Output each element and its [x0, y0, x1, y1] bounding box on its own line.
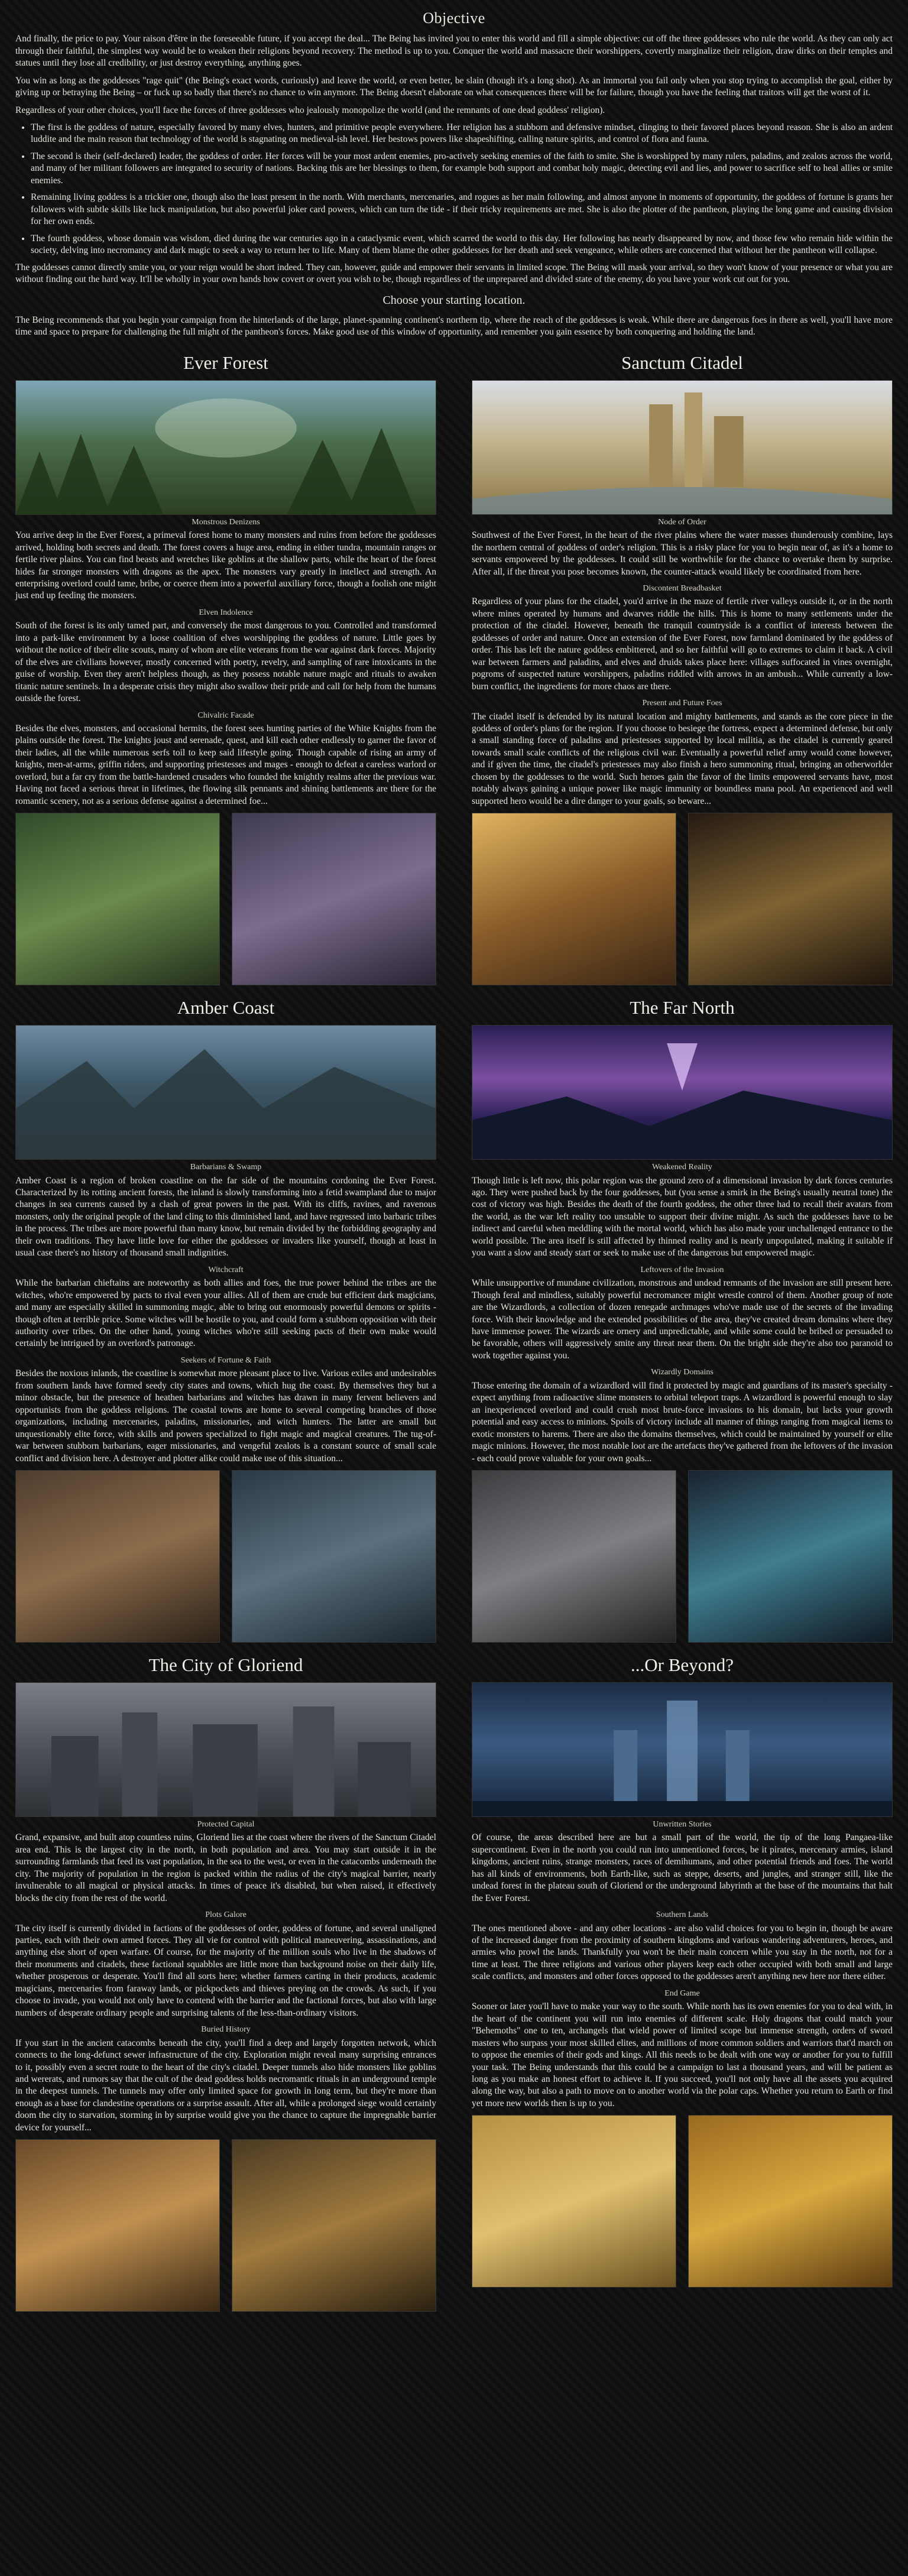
section-heading: Wizardly Domains	[651, 1368, 714, 1377]
objective-outro: The goddesses cannot directly smite you, or your reign would be short indeed. They can, however, guide and empower their servants in limited scope. The Being will mask your arrival, so they won't know of your presence or what you are without finding out the hard way. It'll be wholly in your own hands how covert or overt you wish to be, though regardless of the unprepared and divided state of the enemy, do you have your work cut out for you.	[15, 262, 893, 285]
section-heading: Unwritten Stories	[653, 1819, 712, 1829]
witch-hunter-image	[232, 1470, 436, 1643]
golden-knight-image	[688, 2115, 893, 2288]
section-heading: Elven Indolence	[199, 608, 253, 617]
section-heading: Seekers of Fortune & Faith	[180, 1355, 271, 1365]
section-text: Amber Coast is a region of broken coastline on the far side of the mountains cordoning the Ever Forest. Characterized by its rotting ancient forests, the inland is slowly transforming into a fetid swampland due to major changes in sea currents caused by a clash of great powers in the past. With its cliffs, ravines, and ravenous monsters, only the original people of the land cling to this diminished land, and have regressed into barbaric tribes in the process. The tribes are more powerful than many know, but remain divided by the forbidding geography and their own traditions. They have little love for either the goddesses or invaders like yourself, though at least in usual case there's no history of thousand small indignities.	[15, 1175, 436, 1258]
section-heading: Protected Capital	[197, 1819, 255, 1829]
citadel-banner-image	[472, 380, 893, 515]
angel-army-image	[472, 2115, 676, 2288]
location-title: Amber Coast	[177, 997, 275, 1018]
knight-image	[232, 813, 436, 985]
goddess-list	[15, 122, 893, 257]
priestess-image	[472, 813, 676, 985]
image-pair	[15, 813, 436, 985]
wizard-image	[688, 1470, 893, 1643]
location-row-3	[0, 1646, 908, 2315]
location-title: The City of Gloriend	[148, 1654, 303, 1675]
location-row-1	[0, 344, 908, 989]
location-or-beyond[interactable]	[472, 1646, 893, 2315]
image-pair	[472, 1470, 893, 1643]
location-title: ...Or Beyond?	[631, 1654, 734, 1675]
section-text: Grand, expansive, and built atop countless ruins, Gloriend lies at the coast where the rivers of the Sanctum Citadel area end. This is the largest city in the north, in both population and area. You may start outside it in the surrounding farmlands that feed its vast population, in the sea to the west, or even in the catacombs underneath the city. The majority of population in the region is packed within the radius of the city's magical barrier, nearly invulnerable to all magical or physical attacks. In times of peace it's disabled, but when raised, it effectively blocks the city from the rest of the world.	[15, 1832, 436, 1903]
section-text: The citadel itself is defended by its natural location and mighty battlements, and stands as the core piece in the goddess of order's plans for the region. If you choose to besiege the fortress, expect a determined defense, but only a small standing force of paladins and priestesses supported by local militia, as the citadel is currently geared towards small scale conflicts of the religious civil war. Eventually a powerful relief army would come however, and if given the time, the citadel's priestesses may also finish a hero summoning ritual, bringing an otherworlder chosen by the goddesses to the world. Such heroes gain the favor of the limits empowered servants have, most notably always gaining a unique power like magic immunity or boundless mana pool. An experienced and well supported hero would be a dire danger to your goals, so beware...	[472, 711, 893, 806]
location-city-of-gloriend[interactable]	[15, 1646, 436, 2315]
section-text: Southwest of the Ever Forest, in the heart of the river plains where the water masses thunderously combine, lays the northern central of goddess of order's religion. This is a risky place for you to begin near of, as it's a home to servants empowered by the goddesses. It could still be worthwhile for the chance to overtake them by surprise. After all, if the threat you pose becomes known, the counter-attack would likely be coordinated from here.	[472, 530, 893, 577]
wolf-beast-image	[472, 1470, 676, 1643]
goddess-wisdom: • The fourth goddess, whose domain was wisdom, died during the war centuries ago in a cataclysmic event, which scarred the world to this day. Her following has nearly disappeared by now, and those few who remain hide within the society, delving into necromancy and dark magic to seek a way to return her to life. Many of them blame the other goddesses for her death and seek vengeance, while others are concerned that without her the pantheon will collapse.	[31, 233, 893, 257]
location-row-2	[0, 989, 908, 1646]
beyond-banner-image	[472, 1682, 893, 1817]
location-far-north[interactable]	[472, 989, 893, 1646]
coast-banner-image	[15, 1025, 436, 1160]
section-text: Though little is left now, this polar region was the ground zero of a dimensional invasion by dark forces centuries ago. They were pushed back by the four goddesses, but (you sense a smirk in the Being's usually neutral tone) the cost of victory was high. Besides the death of the fourth goddess, the other three had to recall their avatars from the world, as the war left reality too unstable to support their divine might. As such the goddesses have to be indirect and careful when meddling with the mortal world, which has also made your unchallenged entrance to the world possible. The area itself is still affected by thinned reality and is nearly unpopulated, making it suitable if you want a slow and steady start or seek to make use of the dangerous but empowered magic.	[472, 1175, 893, 1258]
location-sanctum-citadel[interactable]	[472, 344, 893, 989]
section-text: Sooner or later you'll have to make your way to the south. While north has its own enemies for you to deal with, in the heart of the continent you will run into enemies of different scale. Holy dragons that could match your "Behemoths" one to ten, archangels that wield power of limited scope but immense strength, orders of sword masters who surpass your most skilled elites, and millions of more common soldiers and warriors that'd march on to oppose the enemies of their gods and kings. All this needs to be dealt with one way or another for you to fulfill your task. The Being understands that this could be a campaign to last a thousand years, and will be patient as long as you make an honest effort to achieve it. If you succeed, you'll not only have all the assets you acquired along the way, but also a path to move on to another world via the polar caps. Whether you return to Earth or find yet more new worlds then is up to you.	[472, 2001, 893, 2108]
location-title: The Far North	[630, 997, 735, 1018]
section-heading: Witchcraft	[208, 1265, 244, 1274]
goddess-fortune: • Remaining living goddess is a trickier one, though also the least present in the north. With merchants, mercenaries, and rogues as her main following, and almost anyone in moments of opportunity, the goddess of fortune is grants her followers with subtle skills like luck manipulation, but also powerful joker card powers, which can turn the tide - if their tricky requirements are met. She is also the plotter of the pantheon, playing the long game and causing division for her own ends.	[31, 192, 893, 228]
section-heading: Buried History	[201, 2025, 251, 2035]
location-amber-coast[interactable]	[15, 989, 436, 1646]
section-heading: Node of Order	[658, 517, 706, 527]
location-title: Sanctum Citadel	[621, 352, 743, 373]
section-text: While unsupportive of mundane civilization, monstrous and undead remnants of the invasion are still present here. Though feral and mindless, suitably powerful necromancer might wrestle control of them. Another group of note are the Wizardlords, a collection of dozen renegade archmages who've made use of the secrets of the invading force. With their knowledge and the extended possibilities of the area, they've created dream domains where they have immense power. The wizards are ornery and unpredictable, and while some could be bribed or persuaded to be favorable, others will aggressively smite any threat near them. On the bright side they're also too paranoid to work together against you.	[472, 1278, 893, 1361]
section-heading: Weakened Reality	[652, 1163, 712, 1172]
page-title: Objective	[423, 9, 485, 27]
section-heading: Chivalric Facade	[197, 710, 254, 720]
aurora-banner-image	[472, 1025, 893, 1160]
section-text: Those entering the domain of a wizardlord will find it protected by magic and guardians of its master's specialty - expect anything from radioactive slime monsters to orbital teleport traps. A wizardlord is powerful enough to slay an inexperienced overlord and could crush most brute-force invasions to his domain, but lacks your growth potential and easy access to minions. Spoils of victory include all manner of things ranging from magical items to exotic monsters to harems. There are also the domains themselves, which could be maintained by yourself or elite magic minions. However, the most notable loot are the artefacts they've gathered from the leftovers of the invasion - each could prove valuable for your own goals...	[472, 1380, 893, 1464]
section-heading: Plots Galore	[205, 1910, 247, 1920]
market-image	[15, 2139, 220, 2312]
image-pair	[472, 813, 893, 985]
section-heading: Discontent Breadbasket	[643, 583, 722, 593]
section-text: The city itself is currently divided in factions of the goddesses of order, goddess of fortune, and several unaligned parties, each with their own armed forces. They all vie for control with political maneuvering, assassinations, and anything else short of open warfare. Of course, for the majority of the million souls who live in the shadows of their monuments and citadels, these factional squabbles are little more than background noise on their daily life, whether prosperous or desperate. You'll find all sorts here; whether farmers carting in their products, academic magicians, mercenaries from faraway lands, or pickpockets and thieves preying on the crowds. As such, if you choose to invade, you would not only have to contend with the barrier and the factional forces, but also with large numbers of desperate ordinary people and surprising talents of the less-than-ordinary visitors.	[15, 1923, 436, 2018]
location-title: Ever Forest	[183, 352, 268, 373]
section-text: Besides the noxious inlands, the coastline is somewhat more pleasant place to live. Various exiles and undesirables from southern lands have formed seedy city states and towns, which hug the coast. By themselves they but a minor obstacle, but the presence of heathen barbarians and witches has drawn in many fervent believers and opportunists from the goddess religions. The coastal towns are home to several competing branches of those organizations, including mercenaries, paladins, missionaries, and witch hunters. The latter are small but unquestionably elite force, with skills and powers specialized to fight magic and magical creatures. The tug-of-war between stubborn barbarians, eager missionaries, and vengeful zealots is a constant source of small scale conflict and division here. A destroyer and plotter alike could make use of this situation...	[15, 1368, 436, 1464]
objective-intro-2: You win as long as the goddesses "rage quit" (the Being's exact words, curiously) and leave the world, or even better, be slain (though it's a long shot). As an immortal you fail only when you stop trying to accomplish the goal, either by giving up or betraying the Being – or fuck up so badly that there's no chance to win anymore. The Being doesn't elaborate on what consequences there will be for failure, though you have the feeling that traitors will get the worst of it.	[15, 75, 893, 98]
section-heading: Present and Future Foes	[642, 699, 722, 708]
section-heading: Leftovers of the Invasion	[640, 1265, 724, 1274]
section-text: You arrive deep in the Ever Forest, a primeval forest home to many monsters and ruins from before the goddesses arrived, holding both secrets and death. The forest covers a huge area, ending in either tundra, mountain ranges or fertile river plains. You can find beasts and wretches like goblins at the shallow parts, while the heart of the forest hides far stronger monsters with dragons as the apex. The monsters vary greatly in intellect and strength. An enterprising overlord could tame, bribe, or coerce them into a powerful auxiliary force, though a foolish one might just end up feeding the monsters.	[15, 530, 436, 601]
section-text: If you start in the ancient catacombs beneath the city, you'll find a deep and largely forgotten network, which connects to the long-defunct sewer infrastructure of the city. Exploration might reveal many surprising entrances to it, possibly even a secret route to the heart of the city's citadel. Deeper tunnels also hide monsters like goblins and wererats, and rumors say that the cult of the dead goddess holds necromantic rituals in an underground temple in the deepest tunnels. The tunnels may offer only limited space for growth in long term, but they're more than enough as a base for clandestine operations or a surprise assault. After all, while a prolonged siege would certainly doom the city to starvation, storming in by surprise would give you the chance to capture the impregnable barrier device for yourself...	[15, 2038, 436, 2133]
section-text: South of the forest is its only tamed part, and conversely the most dangerous to you. Controlled and transformed into a park-like environment by a loose coalition of elves worshipping the goddess of nature. Little goes by without the notice of their elite scouts, many of whom are elite veterans from the war against dark forces. Majority of the elves are civilians however, mostly concerned with poetry, revelry, and sampling of rare intoxicants in the guise of worship. Even they aren't helpless though, as they possess notable nature magic and rituals to awaken titanic nature sentinels. In a desperate crisis they might also swallow their pride and call for help from the humans outside the forest.	[15, 621, 436, 704]
objective-section	[0, 0, 908, 339]
objective-intro-1: And finally, the price to pay. Your raison d'être in the foreseeable future, if you accept the deal... The Being has invited you to enter this world and fill a simple objective: cut off the three goddesses who rule the world. As they can only act through their faithful, the simplest way would be to weaken their religions beyond recovery. The method is up to you. Conquer the world and massacre their worshippers, covertly marginalize their religion, draw dirks on their temples and statues until they lose all credibility, or just destroy everything, anything goes.	[15, 34, 893, 69]
paladin-image	[688, 813, 893, 985]
objective-intro-3: Regardless of your other choices, you'll face the forces of three goddesses who jealously monopolize the world (and the remnants of one dead goddess' religion).	[15, 105, 605, 115]
section-text: Besides the elves, monsters, and occasional hermits, the forest sees hunting parties of the White Knights from the plains outside the forest. The knights joust and serenade, quest, and kill each other endlessly to garner the favor of their ladies, all the while numerous serfs toil to keep said lifestyle going. Though capable of rising an army of knights, men-at-arms, griffin riders, and supporting priestesses and mages - enough to defeat a careless warlord or overlord, but a far cry from the battle-hardened crusaders who founded the knightly realms after the previous war. Having not faced a serious threat in lifetimes, the flowing silk pennants and shining battlements are there for the romantic scenery, not as a serious defense against a determined foe...	[15, 723, 436, 806]
section-text: The ones mentioned above - and any other locations - are also valid choices for you to begin in, though be aware of the increased danger from the proximity of southern kingdoms and various wandering adventurers, heroes, and armies who prowl the lands. Thankfully you won't be their main concern while you stay in the north, not for a time at least. The three religions and various other players keep each other occupied with both small and large scale conflicts, and monsters and other forces opposed to the goddesses aren't anything new here nor there either.	[472, 1923, 893, 1982]
section-text: Of course, the areas described here are but a small part of the world, the tip of the long Pangaea-like supercontinent. Even in the north you could run into unmentioned forces, be it pirates, mercenary armies, island kingdoms, ancient ruins, strange monsters, races of demihumans, and other potential friends and foes. The world has all kinds of environments, both Earth-like, such as steppe, deserts, and jungles, and stranger still, like the undead forest in the plateau south of Gloriend or the underground labyrinth at the base of the mountains that halt the Ever Forest.	[472, 1832, 893, 1903]
catacombs-image	[232, 2139, 436, 2312]
start-heading: Choose your starting location.	[382, 294, 526, 307]
section-text: Regardless of your plans for the citadel, you'd arrive in the maze of fertile river valleys outside it, or in the north where mines operated by humans and dwarves riddle the hills. This is home to many settlements under the protection of the citadel. However, beneath the tranquil countryside is a conflict of interests between the goddesses of order and nature. Once an extension of the Ever Forest, now farmland dominated by the goddess of order. This has left the nature goddess embittered, and so her faithful will go to extremes to claim it back. A civil war between farmers and paladins, and elves and druids takes place here: villages suffocated in vines overnight, pogroms of suspected nature worshippers, paladins riddled with arrows in an ambush... While currently a low-burn conflict, the ingredients for more chaos are there.	[472, 596, 893, 692]
forest-banner-image	[15, 380, 436, 515]
city-banner-image	[15, 1682, 436, 1817]
section-heading: Southern Lands	[656, 1910, 709, 1920]
location-ever-forest[interactable]	[15, 344, 436, 989]
section-heading: Monstrous Denizens	[192, 517, 260, 527]
section-heading: End Game	[664, 1988, 700, 1998]
goddess-order: • The second is their (self-declared) leader, the goddess of order. Her forces will be your most ardent enemies, pro-actively seeking enemies of the faith to smite. She is worshipped by many rulers, paladins, and zealots across the world, and many of her militant followers are integrated to security of nations. Backing this are her blessings to them, for example both support and combat holy magic, detecting evil and lies, and power to sacrifice self to heal allies or smite enemies.	[31, 151, 893, 187]
image-pair	[15, 2139, 436, 2312]
start-intro: The Being recommends that you begin your campaign from the hinterlands of the large, planet-spanning continent's northern tip, where the reach of the goddesses is weak. While there are dangerous foes in there as well, you'll have more time and space to prepare for challenging the full might of the pantheon's forces. Make good use of this window of opportunity, and remember you gain essence by both conquering and holding the land.	[15, 314, 893, 338]
image-pair	[15, 1470, 436, 1643]
barbarian-image	[15, 1470, 220, 1643]
elf-archer-image	[15, 813, 220, 985]
image-pair	[472, 2115, 893, 2288]
section-text: While the barbarian chieftains are noteworthy as both allies and foes, the true power behind the tribes are the witches, who're empowered by pacts to rival even your allies. All of them are crude but efficient dark magicians, and many are especially skilled in summoning magic, able to bring out enormously powerful demons or spirits - though often at terrible price. Some witches will be hostile to you, and could form a stubborn opposition with their authority over tribes. On the other hand, young witches who're still seeking pacts of their own make would certainly be intrigued by an overlord's patronage.	[15, 1278, 436, 1349]
section-heading: Barbarians & Swamp	[190, 1163, 262, 1172]
goddess-nature: • The first is the goddess of nature, especially favored by many elves, hunters, and primitive people everywhere. Her religion has a stubborn and defensive mindset, clinging to their favored places beyond reason. She is also an ardent luddite and the main reason that technology of the world is stagnating on medieval-ish level. Her bestows powers like shapeshifting, calling nature spirits, and control of flora and fauna.	[31, 122, 893, 146]
